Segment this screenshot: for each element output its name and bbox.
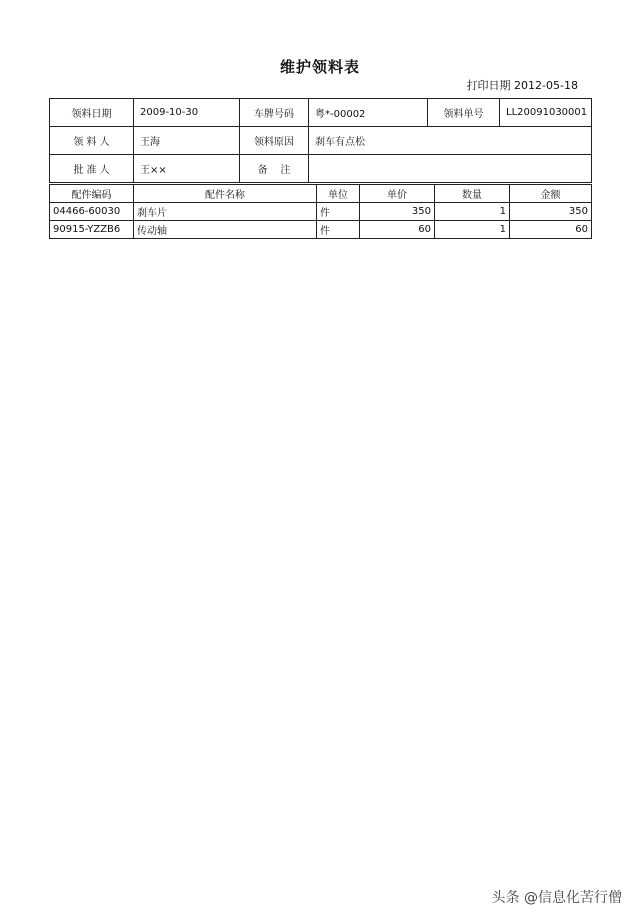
reason-value: 刹车有点松 [309,127,592,155]
part-price: 60 [360,221,435,239]
part-code: 90915-YZZB6 [50,221,134,239]
receiver-value: 王海 [134,127,240,155]
part-price: 350 [360,203,435,221]
part-amount: 60 [510,221,592,239]
header-row-3 [50,155,592,183]
header-row-2 [50,127,592,155]
approver-label: 批 准 人 [50,155,134,183]
issue-date-value: 2009-10-30 [134,99,240,127]
column-header-amount: 金额 [510,185,592,203]
parts-table-header [50,185,592,203]
page-title: 维护领料表 [279,58,360,76]
part-name: 传动轴 [134,221,317,239]
reason-label: 领料原因 [240,127,309,155]
approver-value: 王×× [134,155,240,183]
part-amount: 350 [510,203,592,221]
part-code: 04466-60030 [50,203,134,221]
plate-value: 粤*-00002 [309,99,428,127]
remarks-value [309,155,592,183]
remarks-label: 备 注 [240,155,309,183]
header-info-table [49,98,592,183]
table-row [50,221,592,239]
issue-date-label: 领料日期 [50,99,134,127]
column-header-code: 配件编码 [50,185,134,203]
column-header-price: 单价 [360,185,435,203]
part-unit: 件 [317,203,360,221]
part-unit: 件 [317,221,360,239]
header-row-1 [50,99,592,127]
part-name: 刹车片 [134,203,317,221]
order-no-value: LL20091030001 [500,99,592,127]
parts-table [49,184,592,239]
part-qty: 1 [435,203,510,221]
plate-label: 车牌号码 [240,99,309,127]
column-header-qty: 数量 [435,185,510,203]
print-date: 打印日期 2012-05-18 [466,79,578,92]
column-header-name: 配件名称 [134,185,317,203]
column-header-unit: 单位 [317,185,360,203]
receiver-label: 领 料 人 [50,127,134,155]
part-qty: 1 [435,221,510,239]
watermark-text: 头条 @信息化苦行僧 [491,890,622,906]
order-no-label: 领料单号 [428,99,500,127]
table-row [50,203,592,221]
